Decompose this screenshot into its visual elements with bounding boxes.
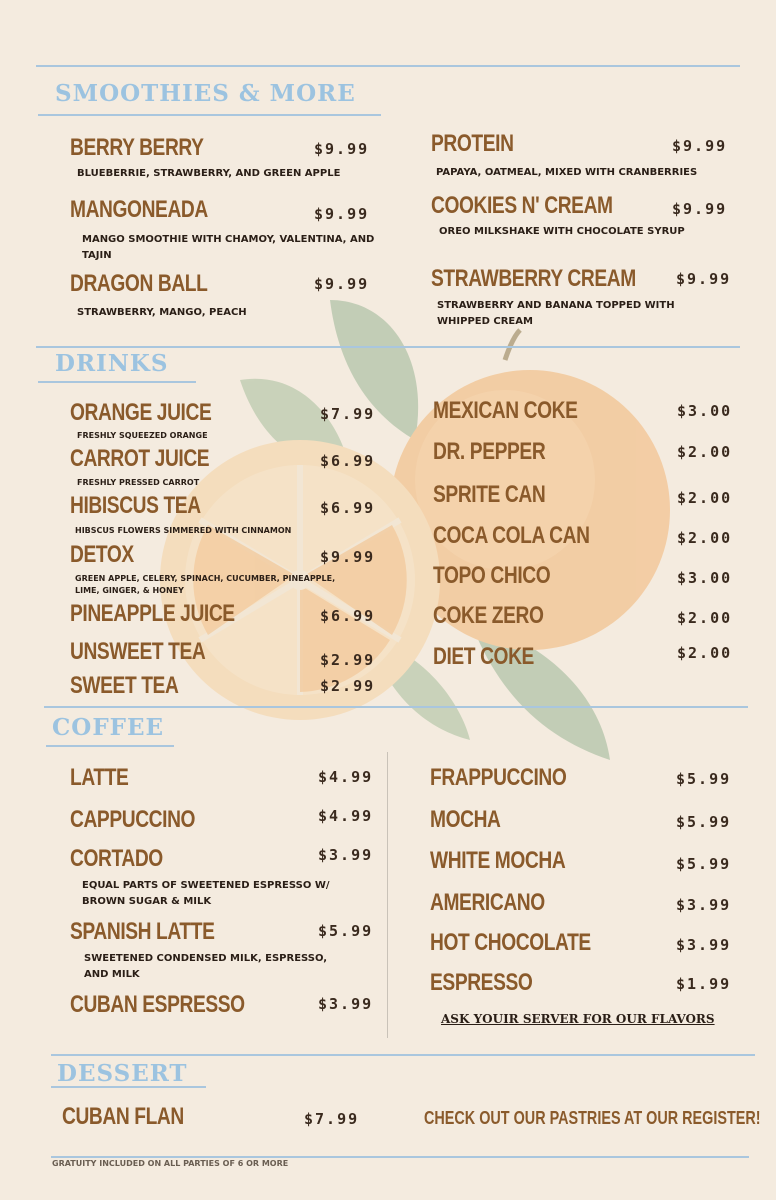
coffee-underline — [46, 745, 174, 747]
bottom-rule — [51, 1156, 749, 1158]
menu-item-name: CAPPUCCINO — [70, 806, 196, 833]
section-title-smoothies: SMOOTHIES & MORE — [55, 80, 356, 107]
menu-item-description: FRESHLY SQUEEZED ORANGE — [77, 431, 208, 440]
menu-item-price: $3.99 — [318, 846, 374, 864]
menu-item-price: $6.99 — [320, 607, 376, 625]
menu-item-name: PINEAPPLE JUICE — [70, 600, 235, 627]
menu-item-name: PROTEIN — [431, 130, 514, 157]
section-title-drinks: DRINKS — [55, 350, 169, 377]
menu-item-name: CORTADO — [70, 845, 163, 872]
menu-item-price: $5.99 — [676, 770, 732, 788]
menu-item-description: FRESHLY PRESSED CARROT — [77, 478, 200, 487]
menu-item-price: $9.99 — [314, 205, 370, 223]
menu-item-price: $5.99 — [676, 813, 732, 831]
menu-item-price: $3.99 — [676, 896, 732, 914]
section-title-dessert: DESSERT — [57, 1060, 188, 1087]
menu-item-name: FRAPPUCCINO — [430, 764, 567, 791]
drinks-rule — [36, 346, 740, 348]
menu-item-price: $2.00 — [677, 609, 733, 627]
menu-item-price: $2.00 — [677, 644, 733, 662]
menu-item-description: BLUEBERRIE, STRAWBERRY, AND GREEN APPLE — [77, 168, 341, 179]
menu-item-name: AMERICANO — [430, 889, 545, 916]
menu-item-price: $7.99 — [304, 1110, 360, 1128]
menu-item-price: $2.00 — [677, 489, 733, 507]
flavors-note: ASK YOUIR SERVER FOR OUR FLAVORS — [441, 1012, 715, 1026]
menu-item-price: $5.99 — [318, 922, 374, 940]
menu-item-price: $3.00 — [677, 569, 733, 587]
menu-item-price: $6.99 — [320, 499, 376, 517]
top-rule — [36, 65, 740, 67]
menu-item-name: SWEET TEA — [70, 672, 179, 699]
menu-item-name: DRAGON BALL — [70, 270, 208, 297]
menu-item-description: SWEETENED CONDENSED MILK, ESPRESSO, AND MILK — [84, 953, 328, 980]
coffee-rule — [44, 706, 748, 708]
menu-item-price: $1.99 — [676, 975, 732, 993]
menu-item-name: WHITE MOCHA — [430, 847, 566, 874]
menu-item-price: $2.99 — [320, 677, 376, 695]
menu-item-price: $9.99 — [314, 275, 370, 293]
menu-item-name: ESPRESSO — [430, 969, 533, 996]
menu-item-name: COKE ZERO — [433, 602, 544, 629]
menu-item-description: MANGO SMOOTHIE WITH CHAMOY, VALENTINA, AND TAJIN — [82, 234, 375, 261]
menu-item-name: TOPO CHICO — [433, 562, 551, 589]
menu-item-name: ORANGE JUICE — [70, 399, 212, 426]
menu-item-name: SPANISH LATTE — [70, 918, 215, 945]
menu-item-name: MEXICAN COKE — [433, 397, 578, 424]
menu-item-price: $5.99 — [676, 855, 732, 873]
menu-item-description: STRAWBERRY AND BANANA TOPPED WITH WHIPPED CREAM — [437, 300, 675, 327]
menu-item-name: CUBAN FLAN — [62, 1103, 184, 1130]
menu-item-price: $7.99 — [320, 405, 376, 423]
menu-item-price: $2.00 — [677, 443, 733, 461]
menu-item-name: STRAWBERRY CREAM — [431, 265, 636, 292]
menu-item-name: HIBISCUS TEA — [70, 492, 201, 519]
menu-item-name: SPRITE CAN — [433, 481, 546, 508]
menu-item-name: DETOX — [70, 541, 134, 568]
menu-item-price: $9.99 — [320, 548, 376, 566]
menu-item-description: HIBSCUS FLOWERS SIMMERED WITH CINNAMON — [75, 526, 292, 535]
menu-item-price: $9.99 — [672, 137, 728, 155]
menu-item-name: UNSWEET TEA — [70, 638, 206, 665]
menu-item-price: $4.99 — [318, 768, 374, 786]
menu-item-price: $2.00 — [677, 529, 733, 547]
menu-item-price: $4.99 — [318, 807, 374, 825]
menu-item-name: BERRY BERRY — [70, 134, 204, 161]
menu-item-name: MANGONEADA — [70, 196, 208, 223]
menu-item-description: OREO MILKSHAKE WITH CHOCOLATE SYRUP — [439, 226, 685, 237]
menu-item-price: $9.99 — [676, 270, 732, 288]
menu-item-name: LATTE — [70, 764, 129, 791]
menu-item-price: $3.99 — [676, 936, 732, 954]
menu-item-name: COCA COLA CAN — [433, 522, 590, 549]
dessert-rule — [51, 1054, 755, 1056]
pastries-promo: CHECK OUT OUR PASTRIES AT OUR REGISTER! — [424, 1108, 761, 1128]
smoothies-underline — [38, 114, 381, 116]
menu-item-name: COOKIES N' CREAM — [431, 192, 613, 219]
menu-item-description: PAPAYA, OATMEAL, MIXED WITH CRANBERRIES — [436, 167, 698, 178]
menu-item-price: $6.99 — [320, 452, 376, 470]
menu-item-name: CUBAN ESPRESSO — [70, 991, 245, 1018]
drinks-underline — [38, 381, 196, 383]
menu-item-price: $3.99 — [318, 995, 374, 1013]
menu-item-name: HOT CHOCOLATE — [430, 929, 591, 956]
menu-item-price: $9.99 — [672, 200, 728, 218]
menu-item-name: CARROT JUICE — [70, 445, 210, 472]
menu-item-name: DIET COKE — [433, 643, 534, 670]
menu-item-description: GREEN APPLE, CELERY, SPINACH, CUCUMBER, PINEAPPLE, LIME, GINGER, & HONEY — [75, 574, 336, 595]
menu-item-price: $3.00 — [677, 402, 733, 420]
section-title-coffee: COFFEE — [52, 714, 165, 741]
menu-item-name: DR. PEPPER — [433, 438, 546, 465]
menu-item-price: $9.99 — [314, 140, 370, 158]
menu-item-description: EQUAL PARTS OF SWEETENED ESPRESSO W/ BROWN SUGAR & MILK — [82, 880, 330, 907]
menu-item-price: $2.99 — [320, 651, 376, 669]
coffee-divider — [387, 752, 388, 1038]
gratuity-note: GRATUITY INCLUDED ON ALL PARTIES OF 6 OR MORE — [52, 1159, 289, 1168]
menu-item-description: STRAWBERRY, MANGO, PEACH — [77, 307, 247, 318]
menu-item-name: MOCHA — [430, 806, 501, 833]
